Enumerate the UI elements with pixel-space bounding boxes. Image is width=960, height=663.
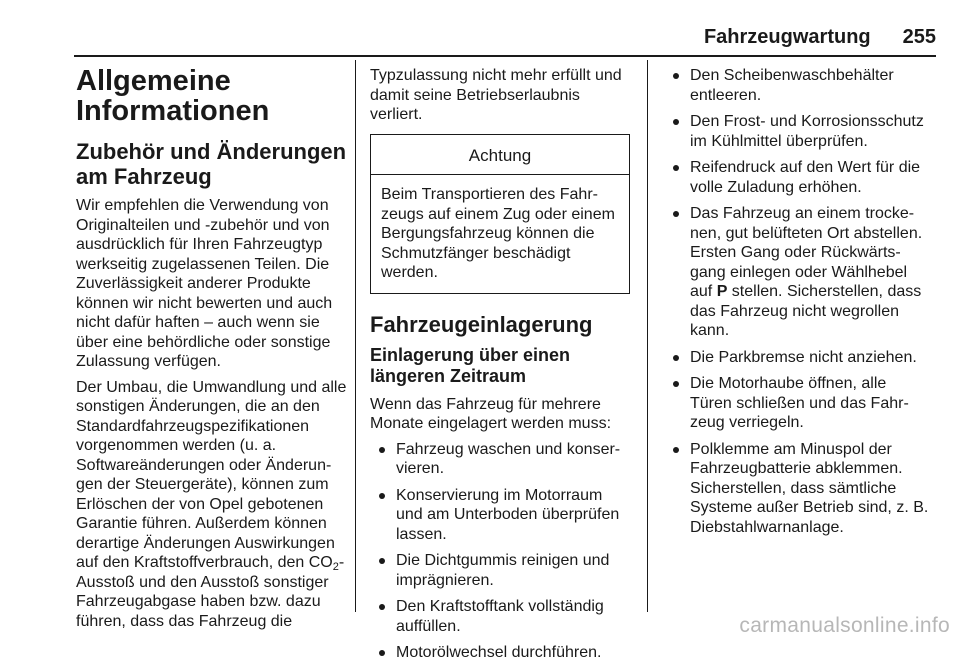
list-item: Fahrzeug waschen und konservieren. bbox=[370, 440, 632, 479]
page-number: 255 bbox=[902, 26, 936, 48]
list-item: Polklemme am Minuspol der Fahrzeugbatterie abklemmen. Sicherstellen, dass sämtliche Systeme außer Betrieb sind, z. B. Diebstahlwarnanlage. bbox=[664, 440, 930, 538]
watermark: carmanualsonline.info bbox=[739, 614, 950, 637]
column-divider-2 bbox=[647, 60, 648, 612]
continued-paragraph: Typzulassung nicht mehr erfüllt und damit seine Betriebserlaubnis verliert. bbox=[370, 67, 622, 123]
column-3 bbox=[664, 66, 930, 537]
list-item: Die Parkbremse nicht anziehen. bbox=[664, 348, 930, 368]
column-2 bbox=[370, 66, 632, 663]
column-1 bbox=[76, 66, 348, 631]
gear-position-p: P bbox=[716, 283, 728, 300]
list-item-text-b: stellen. Sicherstellen, dass das Fahrzeug nicht wegrollen kann. bbox=[690, 283, 922, 339]
list-item: Reifendruck auf den Wert für die volle Zuladung erhöhen. bbox=[664, 158, 930, 197]
page-header bbox=[0, 26, 936, 49]
notice-body: Beim Transportieren des Fahrzeugs auf einem Zug oder einem Bergungsfahrzeug können die Schmutzfänger beschädigt werden. bbox=[381, 186, 615, 281]
modifications-paragraph bbox=[76, 378, 348, 632]
section-title: Fahrzeugwartung bbox=[703, 26, 871, 48]
list-item-text-a: Das Fahrzeug an einem trockenen, gut belüfteten Ort abstellen. Ersten Gang oder Rückwärtsgang einlegen oder Wählhebel auf bbox=[690, 205, 923, 300]
column-divider-1 bbox=[355, 60, 356, 612]
storage-checklist-continued bbox=[664, 66, 930, 537]
modifications-text-a: Der Umbau, die Umwandlung und alle sonstigen Änderungen, die an den Standardfahrzeugspezifikationen vorgenommen werden (u. a. Softwareänderungen oder Änderungen der Steuergeräte), können zum Erlöschen der von Opel gebotenen Garantie führen. Außerdem können derartige Änderungen Auswirkungen auf den Kraftstoffverbrauch, den CO bbox=[76, 378, 347, 571]
storage-intro: Wenn das Fahrzeug für mehrere Monate eingelagert werden muss: bbox=[370, 395, 612, 432]
list-item: Den Scheibenwaschbehälter entleeren. bbox=[664, 66, 930, 105]
notice-title: Achtung bbox=[371, 135, 629, 176]
header-rule bbox=[74, 55, 936, 57]
storage-checklist bbox=[370, 440, 632, 663]
storage-heading: Fahrzeugeinlagerung bbox=[370, 311, 593, 337]
notice-box bbox=[370, 134, 630, 294]
list-item: Den Kraftstofftank vollständig auffüllen. bbox=[370, 597, 632, 636]
list-item: Die Dichtgummis reinigen und imprägnieren. bbox=[370, 551, 632, 590]
accessories-heading: Zubehör und Änderungen am Fahrzeug bbox=[76, 139, 347, 189]
co2-subscript: 2 bbox=[332, 561, 339, 573]
modifications-text-b: -Ausstoß und den Ausstoß sonstiger Fahrzeugabgase haben bzw. dazu führen, dass das Fahrzeug die bbox=[76, 554, 345, 630]
long-term-storage-heading: Einlagerung über einen längeren Zeitraum bbox=[370, 344, 571, 386]
main-heading: Allgemeine Informationen bbox=[76, 65, 270, 127]
list-item: Die Motorhaube öffnen, alle Türen schließen und das Fahrzeug verriegeln. bbox=[664, 374, 930, 433]
list-item: Den Frost- und Korrosionsschutz im Kühlmittel überprüfen. bbox=[664, 112, 930, 151]
list-item: Konservierung im Motorraum und am Unterboden überprüfen lassen. bbox=[370, 486, 632, 545]
list-item bbox=[664, 204, 930, 341]
list-item: Motorölwechsel durchführen. bbox=[370, 643, 632, 663]
accessories-paragraph: Wir empfehlen die Verwendung von Originalteilen und -zubehör und von ausdrücklich für Ihren Fahrzeugtyp werkseitig zugelassenen Teilen. Die Zuverlässigkeit anderer Produkte können wir nicht bewerten und auch nicht dafür haften – auch wenn sie über eine behördliche oder sonstige Zulassung verfügen. bbox=[76, 197, 333, 370]
